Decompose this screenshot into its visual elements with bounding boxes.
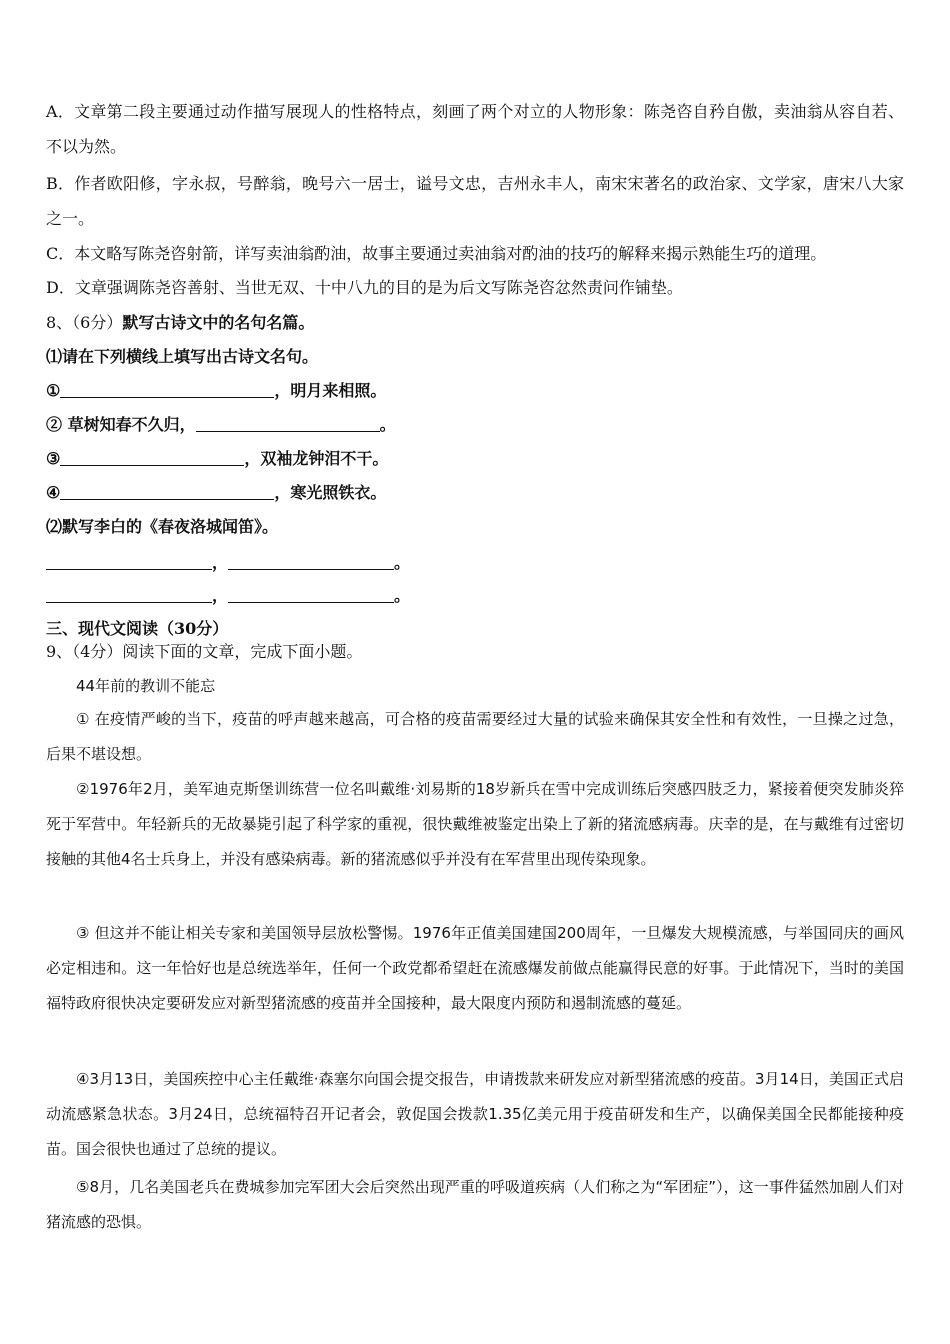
item-3-num: ③ (46, 449, 61, 468)
article-paragraph-4: ④3月13日，美国疾控中心主任戴维·森塞尔向国会提交报告，申请拨款来研发应对新型猪流感的疫苗。3月14日，美国正式启动流感紧急状态。3月24日，总统福特召开记者会，敦促国会拨款1.35亿美元用于疫苗研发和生产，以确保美国全民都能接种疫苗。国会很快也通过了总统的提议。 (46, 1070, 904, 1158)
fill-line-1 (46, 380, 908, 402)
comma-1: ， (212, 553, 229, 572)
option-d: D．文章强调陈尧咨善射、当世无双、十中八九的目的是为后文写陈尧咨忿然责问作铺垫。 (46, 278, 683, 297)
blank-2[interactable] (196, 415, 380, 432)
question-8-prefix: 8、（6分） (46, 313, 123, 332)
blank-6[interactable] (228, 553, 394, 570)
period-1: 。 (394, 553, 411, 572)
fill-line-3 (46, 448, 908, 470)
question-8-heading (46, 312, 908, 334)
blank-1[interactable] (60, 381, 274, 398)
blank-8[interactable] (228, 586, 394, 603)
item-1-num: ① (46, 381, 61, 400)
fill-line-4 (46, 482, 908, 504)
comma-2: ， (212, 586, 229, 605)
option-b: B．作者欧阳修，字永叔，号醉翁，晚号六一居士，谥号文忠，吉州永丰人，南宋宋著名的政治家、文学家，唐宋八大家之一。 (46, 174, 904, 228)
item-2-end: 。 (379, 415, 396, 434)
article-paragraph-5: ⑤8月，几名美国老兵在费城参加完军团大会后突然出现严重的呼吸道疾病（人们称之为“军团症”），这一事件猛然加剧人们对猪流感的恐惧。 (46, 1178, 904, 1231)
question-8-title: 默写古诗文中的名句名篇。 (122, 313, 315, 332)
question-8-sub1: ⑴请在下列横线上填写出古诗文名句。 (46, 347, 319, 366)
poem-line-1 (46, 552, 908, 574)
section-3-title: 三、现代文阅读（30分） (46, 619, 229, 638)
item-2-text: ② 草树知春不久归， (46, 415, 196, 434)
blank-7[interactable] (46, 586, 212, 603)
article-paragraph-1: ① 在疫情严峻的当下，疫苗的呼声越来越高，可合格的疫苗需要经过大量的试验来确保其安全性和有效性，一旦操之过急，后果不堪设想。 (46, 710, 904, 763)
question-9-prefix: 9、（4分）阅读下面的文章，完成下面小题。 (46, 642, 363, 661)
option-c: C．本文略写陈尧咨射箭，详写卖油翁酌油，故事主要通过卖油翁对酌油的技巧的解释来揭示熟能生巧的道理。 (46, 244, 827, 263)
article-paragraph-2: ②1976年2月，美军迪克斯堡训练营一位名叫戴维·刘易斯的18岁新兵在雪中完成训练后突感四肢乏力，紧接着便突发肺炎猝死于军营中。年轻新兵的无故暴毙引起了科学家的重视，很快戴维被鉴定出染上了新的猪流感病毒。庆幸的是，在与戴维有过密切接触的其他4名士兵身上，并没有感染病毒。新的猪流感似乎并没有在军营里出现传染现象。 (46, 780, 904, 868)
item-4-num: ④ (46, 483, 61, 502)
article-paragraph-3: ③ 但这并不能让相关专家和美国领导层放松警惕。1976年正值美国建国200周年，一旦爆发大规模流感，与举国同庆的画风必定相违和。这一年恰好也是总统选举年，任何一个政党都希望赶在流感爆发前做点能赢得民意的好事。于此情况下，当时的美国福特政府很快决定要研发应对新型猪流感的疫苗并全国接种，最大限度内预防和遏制流感的蔓延。 (46, 924, 904, 1012)
blank-5[interactable] (46, 553, 212, 570)
period-2: 。 (394, 586, 411, 605)
item-4-text: ，寒光照铁衣。 (274, 483, 387, 502)
blank-3[interactable] (60, 449, 244, 466)
option-a: A．文章第二段主要通过动作描写展现人的性格特点，刻画了两个对立的人物形象：陈尧咨自矜自傲，卖油翁从容自若、不以为然。 (46, 102, 904, 156)
question-8-sub2: ⑵默写李白的《春夜洛城闻笛》。 (46, 517, 279, 536)
item-1-text: ，明月来相照。 (274, 381, 387, 400)
article-title: 44年前的教训不能忘 (76, 677, 216, 695)
blank-4[interactable] (60, 483, 274, 500)
poem-line-2 (46, 585, 908, 607)
fill-line-2 (46, 414, 908, 436)
item-3-text: ，双袖龙钟泪不干。 (244, 449, 389, 468)
